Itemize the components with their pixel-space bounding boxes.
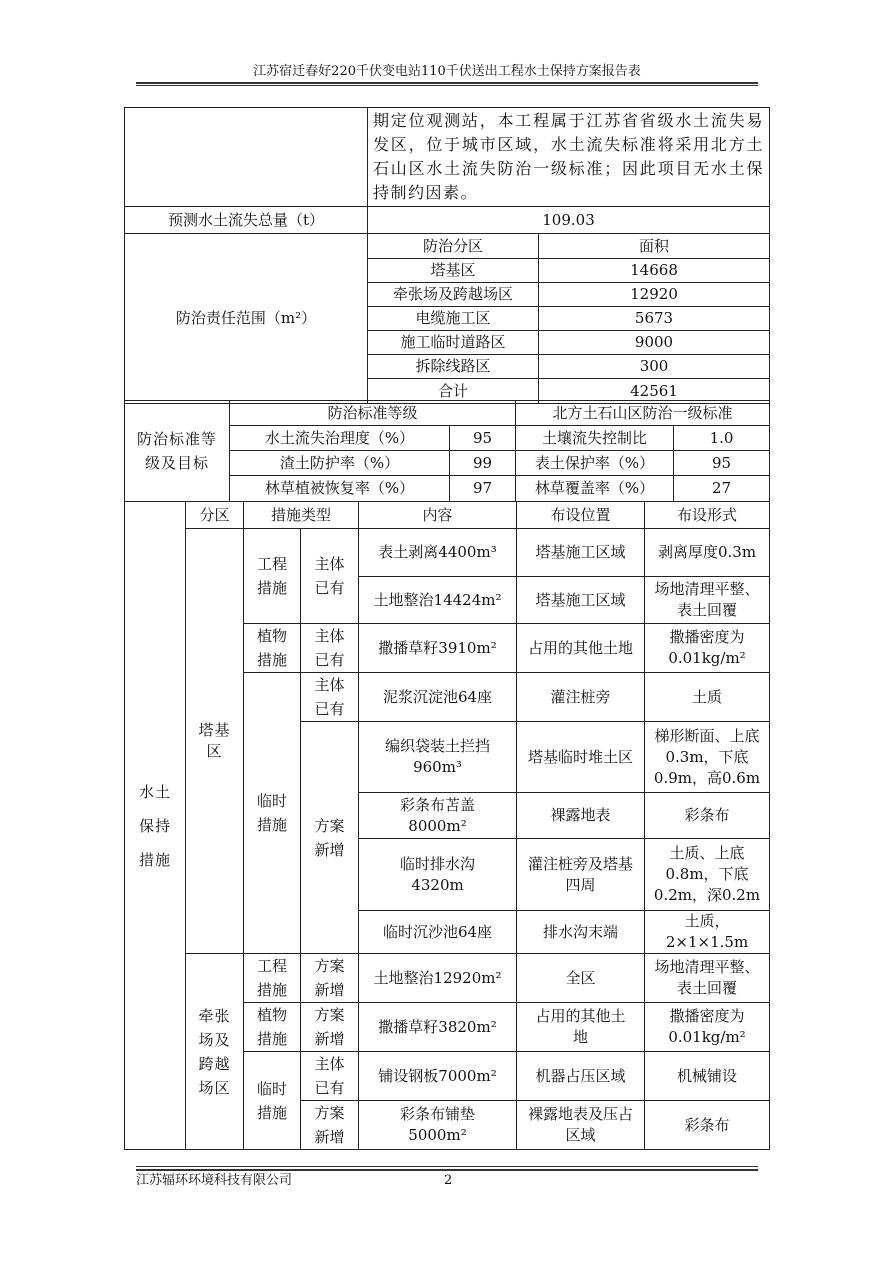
standard-label: 防治标准等级及目标	[125, 401, 230, 502]
scope-zone: 拆除线路区	[368, 355, 539, 379]
scope-area: 12920	[539, 283, 770, 307]
measure-content: 临时沉沙池64座	[359, 911, 517, 954]
measure-form: 场地清理平整、表土回覆	[645, 577, 770, 624]
target-value: 95	[674, 451, 770, 476]
measure-form: 土质	[645, 673, 770, 722]
measure-form: 梯形断面、上底0.3m，下底0.9m，高0.6m	[645, 722, 770, 793]
target-value: 99	[450, 451, 516, 476]
target-key: 林草植被恢复率（%）	[230, 476, 450, 502]
measure-content: 撒播草籽3820m²	[359, 1003, 517, 1052]
scope-zone: 施工临时道路区	[368, 331, 539, 355]
measure-form: 土质，2×1×1.5m	[645, 911, 770, 954]
source-main: 主体已有	[301, 624, 359, 673]
measure-location: 裸露地表及压占区域	[517, 1101, 645, 1150]
blank-cell	[125, 108, 368, 207]
type-vegetation: 植物措施	[244, 1003, 301, 1052]
header-rule	[136, 82, 758, 84]
target-key: 林草覆盖率（%）	[516, 476, 674, 502]
measure-form: 撒播密度为0.01kg/m²	[645, 624, 770, 673]
target-value: 95	[450, 426, 516, 451]
measure-location: 全区	[517, 954, 645, 1003]
page-header-title: 江苏宿迁春好220千伏变电站110千伏送出工程水土保持方案报告表	[253, 64, 641, 79]
measure-form: 剥离厚度0.3m	[645, 529, 770, 577]
scope-area: 5673	[539, 307, 770, 331]
source-new: 方案新增	[301, 1101, 359, 1150]
type-engineering: 工程措施	[244, 954, 301, 1003]
measure-content: 土地整治12920m²	[359, 954, 517, 1003]
target-key: 表土保护率（%）	[516, 451, 674, 476]
measure-content: 土地整治14424m²	[359, 577, 517, 624]
source-main: 主体已有	[301, 673, 359, 722]
scope-zone: 牵张场及跨越场区	[368, 283, 539, 307]
scope-col-area: 面积	[539, 234, 770, 259]
scope-zone: 塔基区	[368, 259, 539, 283]
measure-location: 机器占压区域	[517, 1052, 645, 1101]
measure-form: 机械铺设	[645, 1052, 770, 1101]
target-value: 1.0	[674, 426, 770, 451]
measures-section-label: 水土保持措施	[125, 502, 186, 1150]
col-location: 布设位置	[517, 502, 645, 529]
target-key: 土壤流失控制比	[516, 426, 674, 451]
col-content: 内容	[359, 502, 517, 529]
continued-text: 期定位观测站，本工程属于江苏省省级水土流失易发区，位于城市区域，水土流失标准将采用北方土石山区水土流失防治一级标准；因此项目无水土保持制约因素。	[368, 108, 770, 207]
source-new: 方案新增	[301, 722, 359, 954]
scope-total-area: 42561	[539, 379, 770, 404]
loss-label: 预测水土流失总量（t）	[125, 207, 368, 234]
measure-content: 表土剥离4400m³	[359, 529, 517, 577]
zone-tension: 牵张场及跨越场区	[186, 954, 244, 1150]
header-rule-thin	[136, 85, 758, 86]
measure-form: 土质、上底0.8m，下底0.2m，深0.2m	[645, 839, 770, 911]
standard-table	[124, 400, 770, 502]
source-new: 方案新增	[301, 954, 359, 1003]
measure-location: 裸露地表	[517, 793, 645, 839]
standard-level-label: 防治标准等级	[230, 401, 516, 426]
source-main: 主体已有	[301, 1052, 359, 1101]
footer-rule	[136, 1169, 758, 1171]
loss-value: 109.03	[368, 207, 770, 234]
scope-area: 14668	[539, 259, 770, 283]
target-key: 水土流失治理度（%）	[230, 426, 450, 451]
measure-form: 彩条布	[645, 793, 770, 839]
type-temporary: 临时措施	[244, 1052, 301, 1150]
measures-table	[124, 501, 770, 1150]
measure-location: 塔基临时堆土区	[517, 722, 645, 793]
measure-location: 塔基施工区域	[517, 529, 645, 577]
footer-rule-thin	[136, 1166, 758, 1167]
measure-content: 临时排水沟4320m	[359, 839, 517, 911]
scope-area: 300	[539, 355, 770, 379]
measure-location: 塔基施工区域	[517, 577, 645, 624]
type-temporary: 临时措施	[244, 673, 301, 954]
scope-total-label: 合计	[368, 379, 539, 404]
measure-form: 彩条布	[645, 1101, 770, 1150]
source-main: 主体已有	[301, 529, 359, 624]
standard-level-value: 北方土石山区防治一级标准	[516, 401, 770, 426]
loss-scope-table	[124, 107, 770, 404]
target-key: 渣土防护率（%）	[230, 451, 450, 476]
scope-col-zone: 防治分区	[368, 234, 539, 259]
col-form: 布设形式	[645, 502, 770, 529]
type-engineering: 工程措施	[244, 529, 301, 624]
col-zone: 分区	[186, 502, 244, 529]
measure-content: 编织袋装土拦挡960m³	[359, 722, 517, 793]
scope-zone: 电缆施工区	[368, 307, 539, 331]
footer-company: 江苏辐环环境科技有限公司	[136, 1173, 293, 1188]
measure-location: 灌注桩旁	[517, 673, 645, 722]
measure-content: 撒播草籽3910m²	[359, 624, 517, 673]
measure-content: 彩条布苫盖8000m²	[359, 793, 517, 839]
measure-location: 排水沟末端	[517, 911, 645, 954]
scope-area: 9000	[539, 331, 770, 355]
col-type: 措施类型	[244, 502, 359, 529]
type-vegetation: 植物措施	[244, 624, 301, 673]
scope-label: 防治责任范围（m²）	[125, 234, 368, 404]
target-value: 97	[450, 476, 516, 502]
measure-location: 占用的其他土地	[517, 1003, 645, 1052]
measure-form: 场地清理平整、表土回覆	[645, 954, 770, 1003]
measure-location: 占用的其他土地	[517, 624, 645, 673]
measure-form: 撒播密度为0.01kg/m²	[645, 1003, 770, 1052]
source-new: 方案新增	[301, 1003, 359, 1052]
target-value: 27	[674, 476, 770, 502]
measure-content: 铺设钢板7000m²	[359, 1052, 517, 1101]
measure-content: 彩条布铺垫5000m²	[359, 1101, 517, 1150]
page-number: 2	[444, 1173, 453, 1188]
measure-content: 泥浆沉淀池64座	[359, 673, 517, 722]
zone-tower: 塔基区	[186, 529, 244, 954]
measure-location: 灌注桩旁及塔基四周	[517, 839, 645, 911]
